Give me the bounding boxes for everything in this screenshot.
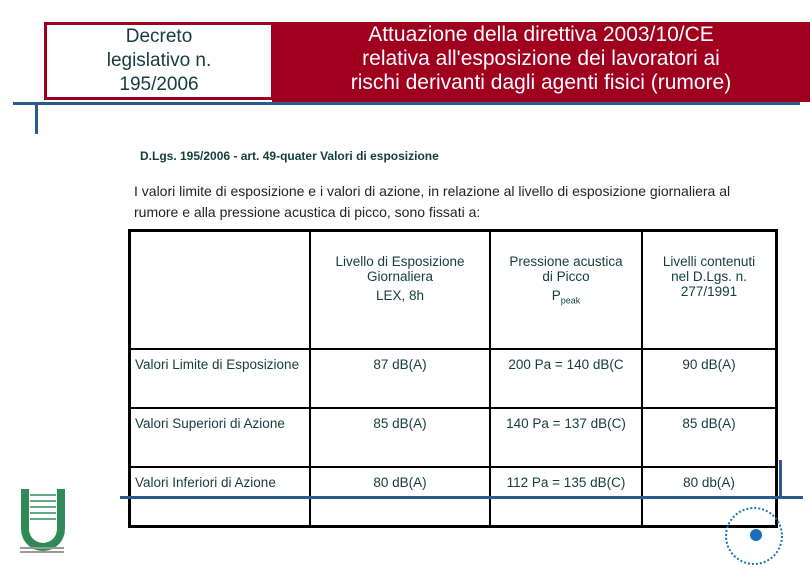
cell: 112 Pa = 135 dB(C): [490, 467, 642, 527]
title-line: rischi derivanti dagli agenti fisici (rumore): [350, 71, 732, 94]
inaf-logo-icon: [718, 503, 790, 568]
header-cell: Livelli contenuti nel D.Lgs. n. 277/1991: [642, 231, 777, 350]
cell: 87 dB(A): [310, 349, 490, 408]
cell: 80 db(A): [642, 467, 777, 527]
header-cell: Livello di Esposizione Giornaliera LEX, 8h: [310, 231, 490, 350]
cell: 85 dB(A): [310, 408, 490, 467]
table-row: [130, 408, 777, 467]
title-banner: [272, 22, 810, 102]
decree-line: Decreto: [125, 26, 193, 47]
divider: [779, 460, 782, 497]
exposure-table: [128, 229, 778, 528]
title-line: Attuazione della direttiva 2003/10/CE: [368, 23, 714, 46]
cell: 140 Pa = 137 dB(C): [490, 408, 642, 467]
subtitle: D.Lgs. 195/2006 - art. 49-quater Valori di esposizione: [140, 149, 439, 163]
cell: 90 dB(A): [642, 349, 777, 408]
row-label: Valori Limite di Esposizione: [130, 349, 311, 408]
cell: 200 Pa = 140 dB(C: [490, 349, 642, 408]
title-line: relativa all'esposizione dei lavoratori ai: [362, 47, 720, 70]
header-cell: Pressione acustica di Picco $P_{peak}$: [490, 231, 642, 350]
decree-line: 195/2006: [119, 74, 199, 95]
table-row: [130, 349, 777, 408]
university-logo-icon: [18, 487, 68, 557]
divider: [35, 103, 38, 134]
decree-box: [44, 22, 274, 100]
row-label: Valori Inferiori di Azione: [130, 467, 311, 527]
row-label: Valori Superiori di Azione: [130, 408, 311, 467]
cell: 85 dB(A): [642, 408, 777, 467]
cell: 80 dB(A): [310, 467, 490, 527]
decree-line: legislativo n.: [106, 50, 212, 71]
divider: [13, 102, 800, 105]
intro-text: I valori limite di esposizione e i valori di azione, in relazione al livello di esposizione giornaliera al rumore e alla pressione acustica di picco, sono fissati a:: [134, 183, 731, 220]
header-empty: [130, 231, 311, 350]
divider: [120, 496, 803, 499]
